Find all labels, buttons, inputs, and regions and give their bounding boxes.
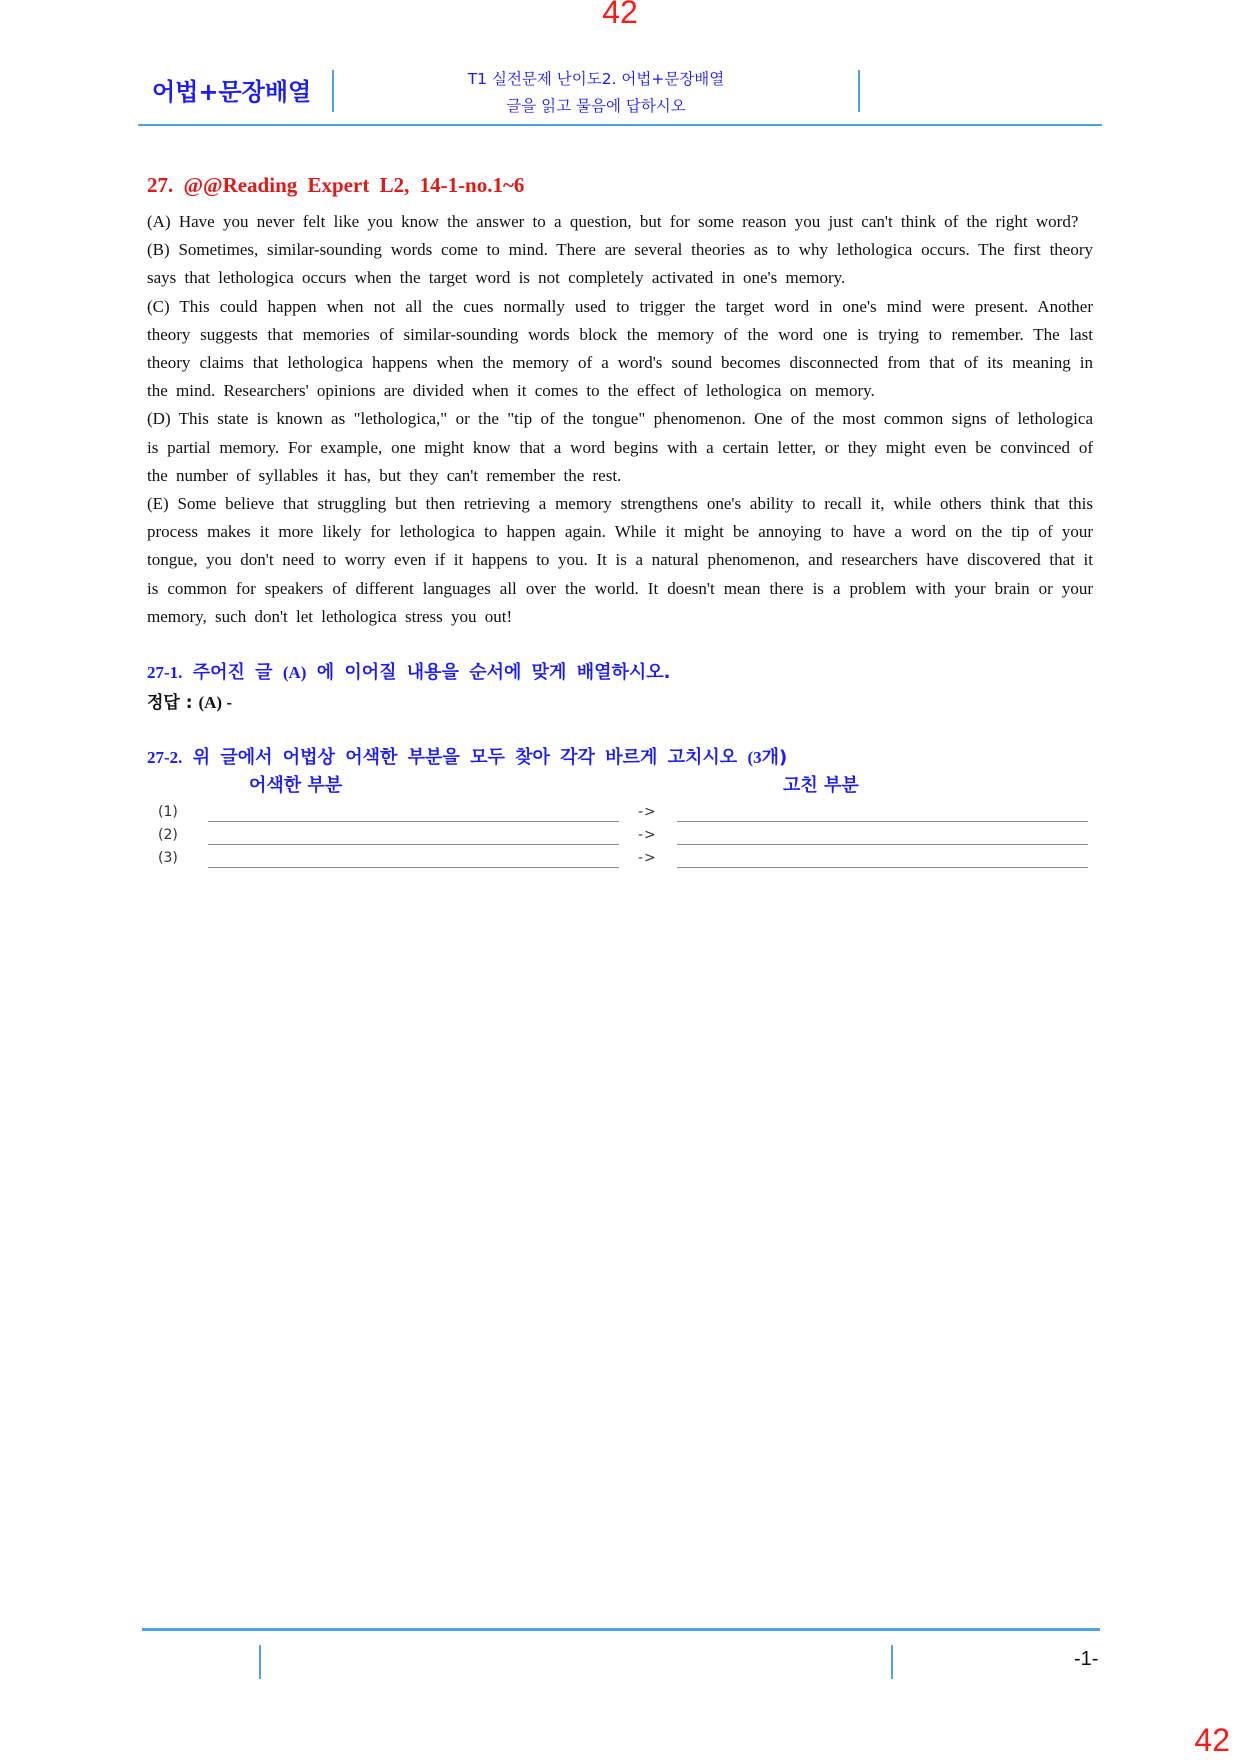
correction-row <box>147 849 1093 872</box>
fixed-part-blank[interactable] <box>677 821 1088 822</box>
header-subtitle-line2: 글을 읽고 물음에 답하시오 <box>506 97 686 115</box>
sub-question-2 <box>147 743 1093 769</box>
column-wrong-part: 어색한 부분 <box>249 775 343 797</box>
header-subtitle <box>334 66 858 120</box>
passage-paragraph-c: (C) This could happen when not all the cues normally used to trigger the target word in one's mind were present. Another theory suggests that memories of similar-sounding words block the memory of the word one is trying to remember. The last theory claims that lethologica happens when the memory of a word's sound becomes disconnected from that of its meaning in the mind. Researchers' opinions are divided when it comes to the effect of lethologica on memory. <box>147 296 1093 401</box>
footer-divider <box>891 1645 893 1679</box>
sub-question-1 <box>147 658 1093 684</box>
reading-passage <box>147 208 1093 631</box>
answer-line <box>147 688 1093 713</box>
page-header <box>138 62 1102 126</box>
header-subtitle-line1: T1 실전문제 난이도2. 어법+문장배열 <box>467 70 725 88</box>
sub-question-1-number: 27-1. <box>147 663 183 683</box>
answer-label: 정답 : <box>147 693 193 714</box>
row-index: (1) <box>158 804 178 821</box>
footer-divider <box>259 1645 261 1679</box>
sub-question-2-count-open: (3 <box>747 748 762 768</box>
passage-paragraph-d: (D) This state is known as "lethologica," or the "tip of the tongue" phenomenon. One of the most common signs of lethologica is partial memory. For example, one might know that a word begins with a certain letter, or they might even be convinced of the number of syllables it has, but they can't remember the rest. <box>147 409 1093 485</box>
correction-row <box>147 826 1093 849</box>
sub-question-1-text-mid: (A) <box>282 663 307 683</box>
footer-page-number: -1- <box>1074 1648 1099 1670</box>
row-index: (2) <box>158 827 178 844</box>
answer-value[interactable]: (A) - <box>198 693 232 713</box>
header-divider <box>858 70 860 112</box>
sub-question-1-text-before: 주어진 글 <box>192 662 273 684</box>
fixed-part-blank[interactable] <box>677 844 1088 845</box>
passage-paragraph-b: (B) Sometimes, similar-sounding words come to mind. There are several theories as to why lethologica occurs. The first theory says that lethologica occurs when the target word is not completely activated in one's memory. <box>147 240 1093 288</box>
correction-rows <box>147 803 1093 872</box>
correction-row <box>147 803 1093 826</box>
correction-column-headers <box>147 769 1093 797</box>
arrow-glyph: -> <box>638 850 657 867</box>
wrong-part-blank[interactable] <box>208 821 619 822</box>
arrow-glyph: -> <box>638 827 657 844</box>
question-title: 27. @@Reading Expert L2, 14-1-no.1~6 <box>147 173 525 197</box>
sub-question-2-count-unit: 개) <box>761 747 788 769</box>
arrow-glyph: -> <box>638 804 657 821</box>
column-fixed-part: 고친 부분 <box>783 775 859 797</box>
wrong-part-blank[interactable] <box>208 867 619 868</box>
watermark-page-number-top: 42 <box>602 0 638 30</box>
watermark-page-number-corner: 42 <box>1194 1722 1230 1758</box>
worksheet-content <box>147 173 1093 872</box>
passage-paragraph-e: (E) Some believe that struggling but then retrieving a memory strengthens one's ability to recall it, while others think that this process makes it more likely for lethologica to happen again. While it might be annoying to have a word on the tip of your tongue, you don't need to worry even if it happens to you. It is a natural phenomenon, and researchers have discovered that it is common for speakers of different languages all over the world. It doesn't mean there is a problem with your brain or your memory, such don't let lethologica stress you out! <box>147 494 1093 626</box>
row-index: (3) <box>158 850 178 867</box>
sub-question-1-text-after: 에 이어질 내용을 순서에 맞게 배열하시오. <box>316 662 671 684</box>
sub-question-2-text: 위 글에서 어법상 어색한 부분을 모두 찾아 각각 바르게 고치시오 <box>192 747 738 769</box>
passage-paragraph-a: (A) Have you never felt like you know the answer to a question, but for some reason you just can't think of the right word? <box>147 212 1079 231</box>
header-title: 어법+문장배열 <box>152 78 312 106</box>
sub-question-2-number: 27-2. <box>147 748 183 768</box>
footer-rule <box>142 1628 1100 1631</box>
wrong-part-blank[interactable] <box>208 844 619 845</box>
fixed-part-blank[interactable] <box>677 867 1088 868</box>
